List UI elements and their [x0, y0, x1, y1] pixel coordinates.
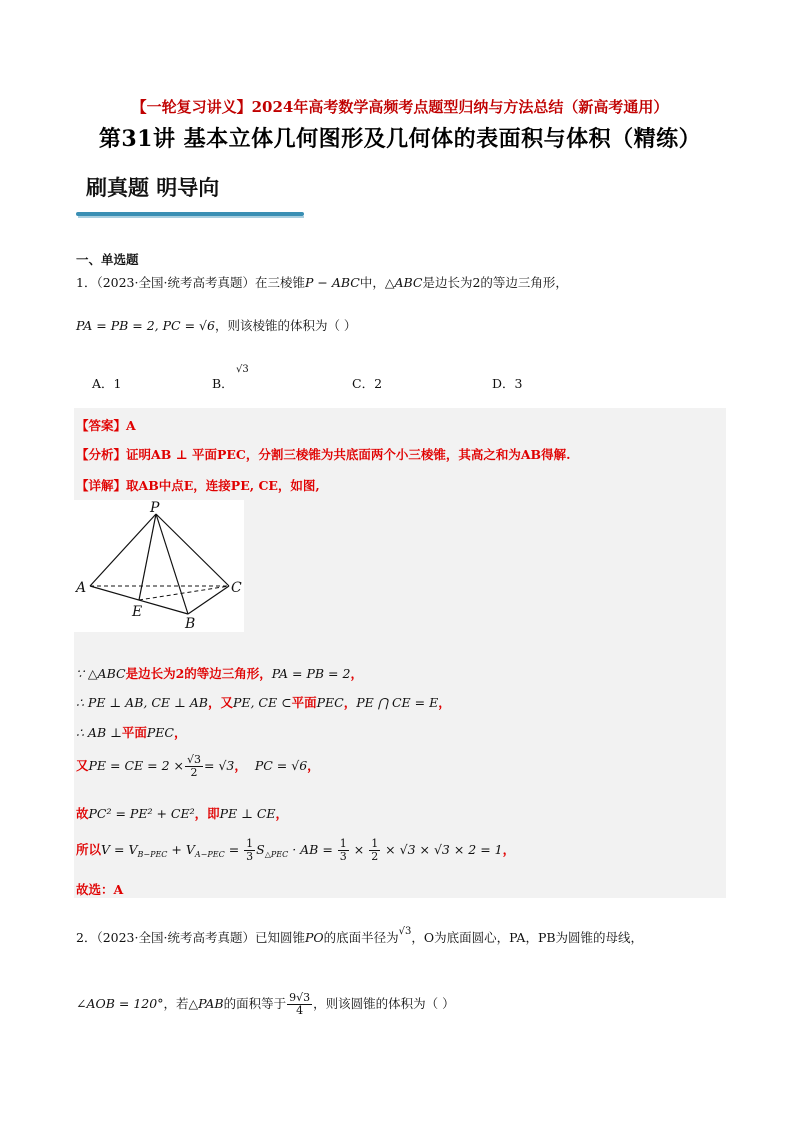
q1-text: ，则该棱锥的体积为（ ）	[214, 318, 357, 333]
step-text: ，	[275, 806, 289, 821]
fraction	[185, 754, 203, 779]
option-d[interactable]: D．3	[492, 376, 523, 391]
step-3	[76, 723, 187, 741]
edge-pa	[90, 514, 156, 586]
step-2	[76, 693, 451, 711]
q1-expr-pabc: P − ABC	[304, 275, 360, 290]
q1-text: 中，	[359, 275, 385, 290]
step-text: ，	[234, 758, 247, 774]
label-a: A	[76, 580, 87, 596]
q2-text: 已知圆锥	[254, 930, 305, 945]
fraction-numerator: 9√3	[289, 991, 311, 1004]
step-text: 是边长为2的等边三角形，	[125, 666, 272, 681]
step-math: PE ⋂ CE = E	[356, 695, 439, 710]
q1-number: 1．	[76, 275, 97, 290]
answer-tag: 【答案】	[76, 418, 127, 433]
step-math: PEC	[146, 725, 174, 740]
step-math: × √3 × √3 × 2 = 1	[381, 842, 503, 858]
step-math: ∴ PE ⊥ AB, CE ⊥ AB	[76, 695, 208, 710]
q1-line-1	[76, 273, 568, 291]
label-b: B	[185, 616, 196, 632]
label-p: P	[150, 500, 160, 516]
pyramid-figure	[74, 500, 244, 632]
step-math: PE = CE = 2 ×	[88, 758, 184, 774]
q2-source: （2023·全国·统考高考真题）	[96, 930, 255, 945]
section-heading: 刷真题 明导向	[86, 175, 220, 200]
q2-line-2	[76, 992, 455, 1017]
q1-source: （2023·全国·统考高考真题）	[96, 275, 255, 290]
step-math: ×	[349, 842, 369, 858]
step-math: ∴ AB ⊥	[76, 725, 122, 740]
q2-text: ，则该圆锥的体积为（ ）	[313, 996, 455, 1012]
fraction-numerator: 1	[339, 837, 347, 850]
step-math: + V	[167, 842, 195, 858]
q2-text: ，O为底面圆心，PA，PB为圆锥的母线，	[411, 930, 644, 945]
detail-text: 取AB中点E，连接PE, CE，如图,	[126, 478, 320, 493]
choose-text: 故选：A	[76, 882, 124, 897]
step-text: ，	[438, 695, 451, 710]
step-math: · AB =	[288, 842, 337, 858]
analysis-line	[76, 445, 570, 463]
edge-bc	[188, 586, 229, 614]
step-text: 平面	[291, 695, 317, 710]
heading-underline-shadow	[78, 216, 304, 218]
q2-angle: ∠AOB = 120°	[76, 996, 164, 1012]
edge-ce-hidden	[139, 586, 229, 600]
step-math: V = V	[101, 842, 138, 858]
step-math: PA = PB = 2	[271, 666, 351, 681]
fraction-denominator: 4	[296, 1004, 304, 1018]
q1-text: 在三棱锥	[254, 275, 305, 290]
fraction-denominator: 3	[246, 850, 254, 864]
step-text: ，	[174, 725, 187, 740]
step-math: ∵ △ABC	[76, 666, 126, 681]
step-1	[76, 664, 363, 682]
step-text: ，	[350, 666, 363, 681]
analysis-text: 证明AB ⊥ 平面PEC，分割三棱锥为共底面两个小三棱锥，其高之和为AB得解.	[126, 447, 571, 462]
series-title: 【一轮复习讲义】2024年高考数学高频考点题型归纳与方法总结（新高考通用）	[131, 98, 669, 116]
answer-line	[76, 416, 136, 434]
q1-text: 是边长为2的等边三角形，	[422, 275, 568, 290]
q2-line-1	[76, 926, 643, 946]
fraction-numerator: 1	[371, 837, 379, 850]
step-math: PE, CE ⊂	[232, 695, 292, 710]
fraction-denominator: 2	[371, 850, 379, 864]
step-text: ，又	[207, 695, 233, 710]
fraction-denominator: 3	[339, 850, 347, 864]
detail-tag: 【详解】	[76, 478, 127, 493]
label-e: E	[132, 604, 143, 620]
q2-text: ，若	[163, 996, 189, 1012]
choose-line	[76, 880, 123, 898]
option-b-value: √3	[236, 364, 249, 375]
q2-number: 2．	[76, 930, 97, 945]
fraction-numerator: 1	[246, 837, 254, 850]
step-math: PEC	[316, 695, 344, 710]
option-a[interactable]: A．1	[92, 376, 122, 391]
step-text: ，即	[194, 806, 220, 821]
step-5	[76, 804, 288, 822]
step-4	[76, 754, 320, 779]
step-text: ，	[307, 758, 320, 774]
step-subscript: A−PEC	[194, 850, 225, 860]
option-b[interactable]: B．	[212, 376, 234, 391]
fraction-numerator: √3	[186, 753, 201, 766]
step-math: S	[256, 842, 265, 858]
q1-condition: PA = PB = 2, PC = √6	[76, 318, 215, 333]
fraction	[338, 838, 349, 863]
detail-line	[76, 476, 320, 494]
fraction-denominator: 2	[190, 766, 198, 780]
q2-text: 的面积等于	[223, 996, 287, 1012]
q2-expr-po: PO	[304, 930, 324, 945]
step-text: 故	[76, 806, 89, 821]
q1-expr-abc: △ABC	[384, 275, 423, 290]
step-text: 又	[76, 758, 89, 774]
step-math: PE ⊥ CE	[219, 806, 276, 821]
step-text: ，	[343, 695, 357, 710]
step-6	[76, 838, 515, 863]
part-heading: 一、单选题	[76, 252, 139, 267]
answer-value: A	[126, 418, 136, 433]
option-c[interactable]: C．2	[352, 376, 383, 391]
step-subscript: B−PEC	[137, 850, 168, 860]
lecture-title: 第31讲 基本立体几何图形及几何体的表面积与体积（精练）	[98, 126, 702, 152]
analysis-tag: 【分析】	[76, 447, 127, 462]
step-subscript: △PEC	[264, 850, 289, 860]
fraction	[369, 838, 380, 863]
edge-pe	[139, 514, 156, 600]
q2-radius: √3	[398, 926, 412, 937]
fraction	[244, 838, 255, 863]
pyramid-diagram	[74, 500, 244, 632]
q2-area-fraction	[287, 992, 312, 1017]
step-math: = √3	[204, 758, 235, 774]
step-text: ，	[502, 842, 516, 858]
step-math: PC² = PE² + CE²	[88, 806, 195, 821]
step-text: 平面	[121, 725, 147, 740]
step-math: =	[224, 842, 244, 858]
label-c: C	[231, 580, 242, 596]
q2-expr-pab: △PAB	[188, 996, 224, 1012]
q1-line-2	[76, 316, 356, 334]
q2-text: 的底面半径为	[323, 930, 399, 945]
step-text: 所以	[76, 842, 102, 858]
step-math: PC = √6	[254, 758, 308, 774]
